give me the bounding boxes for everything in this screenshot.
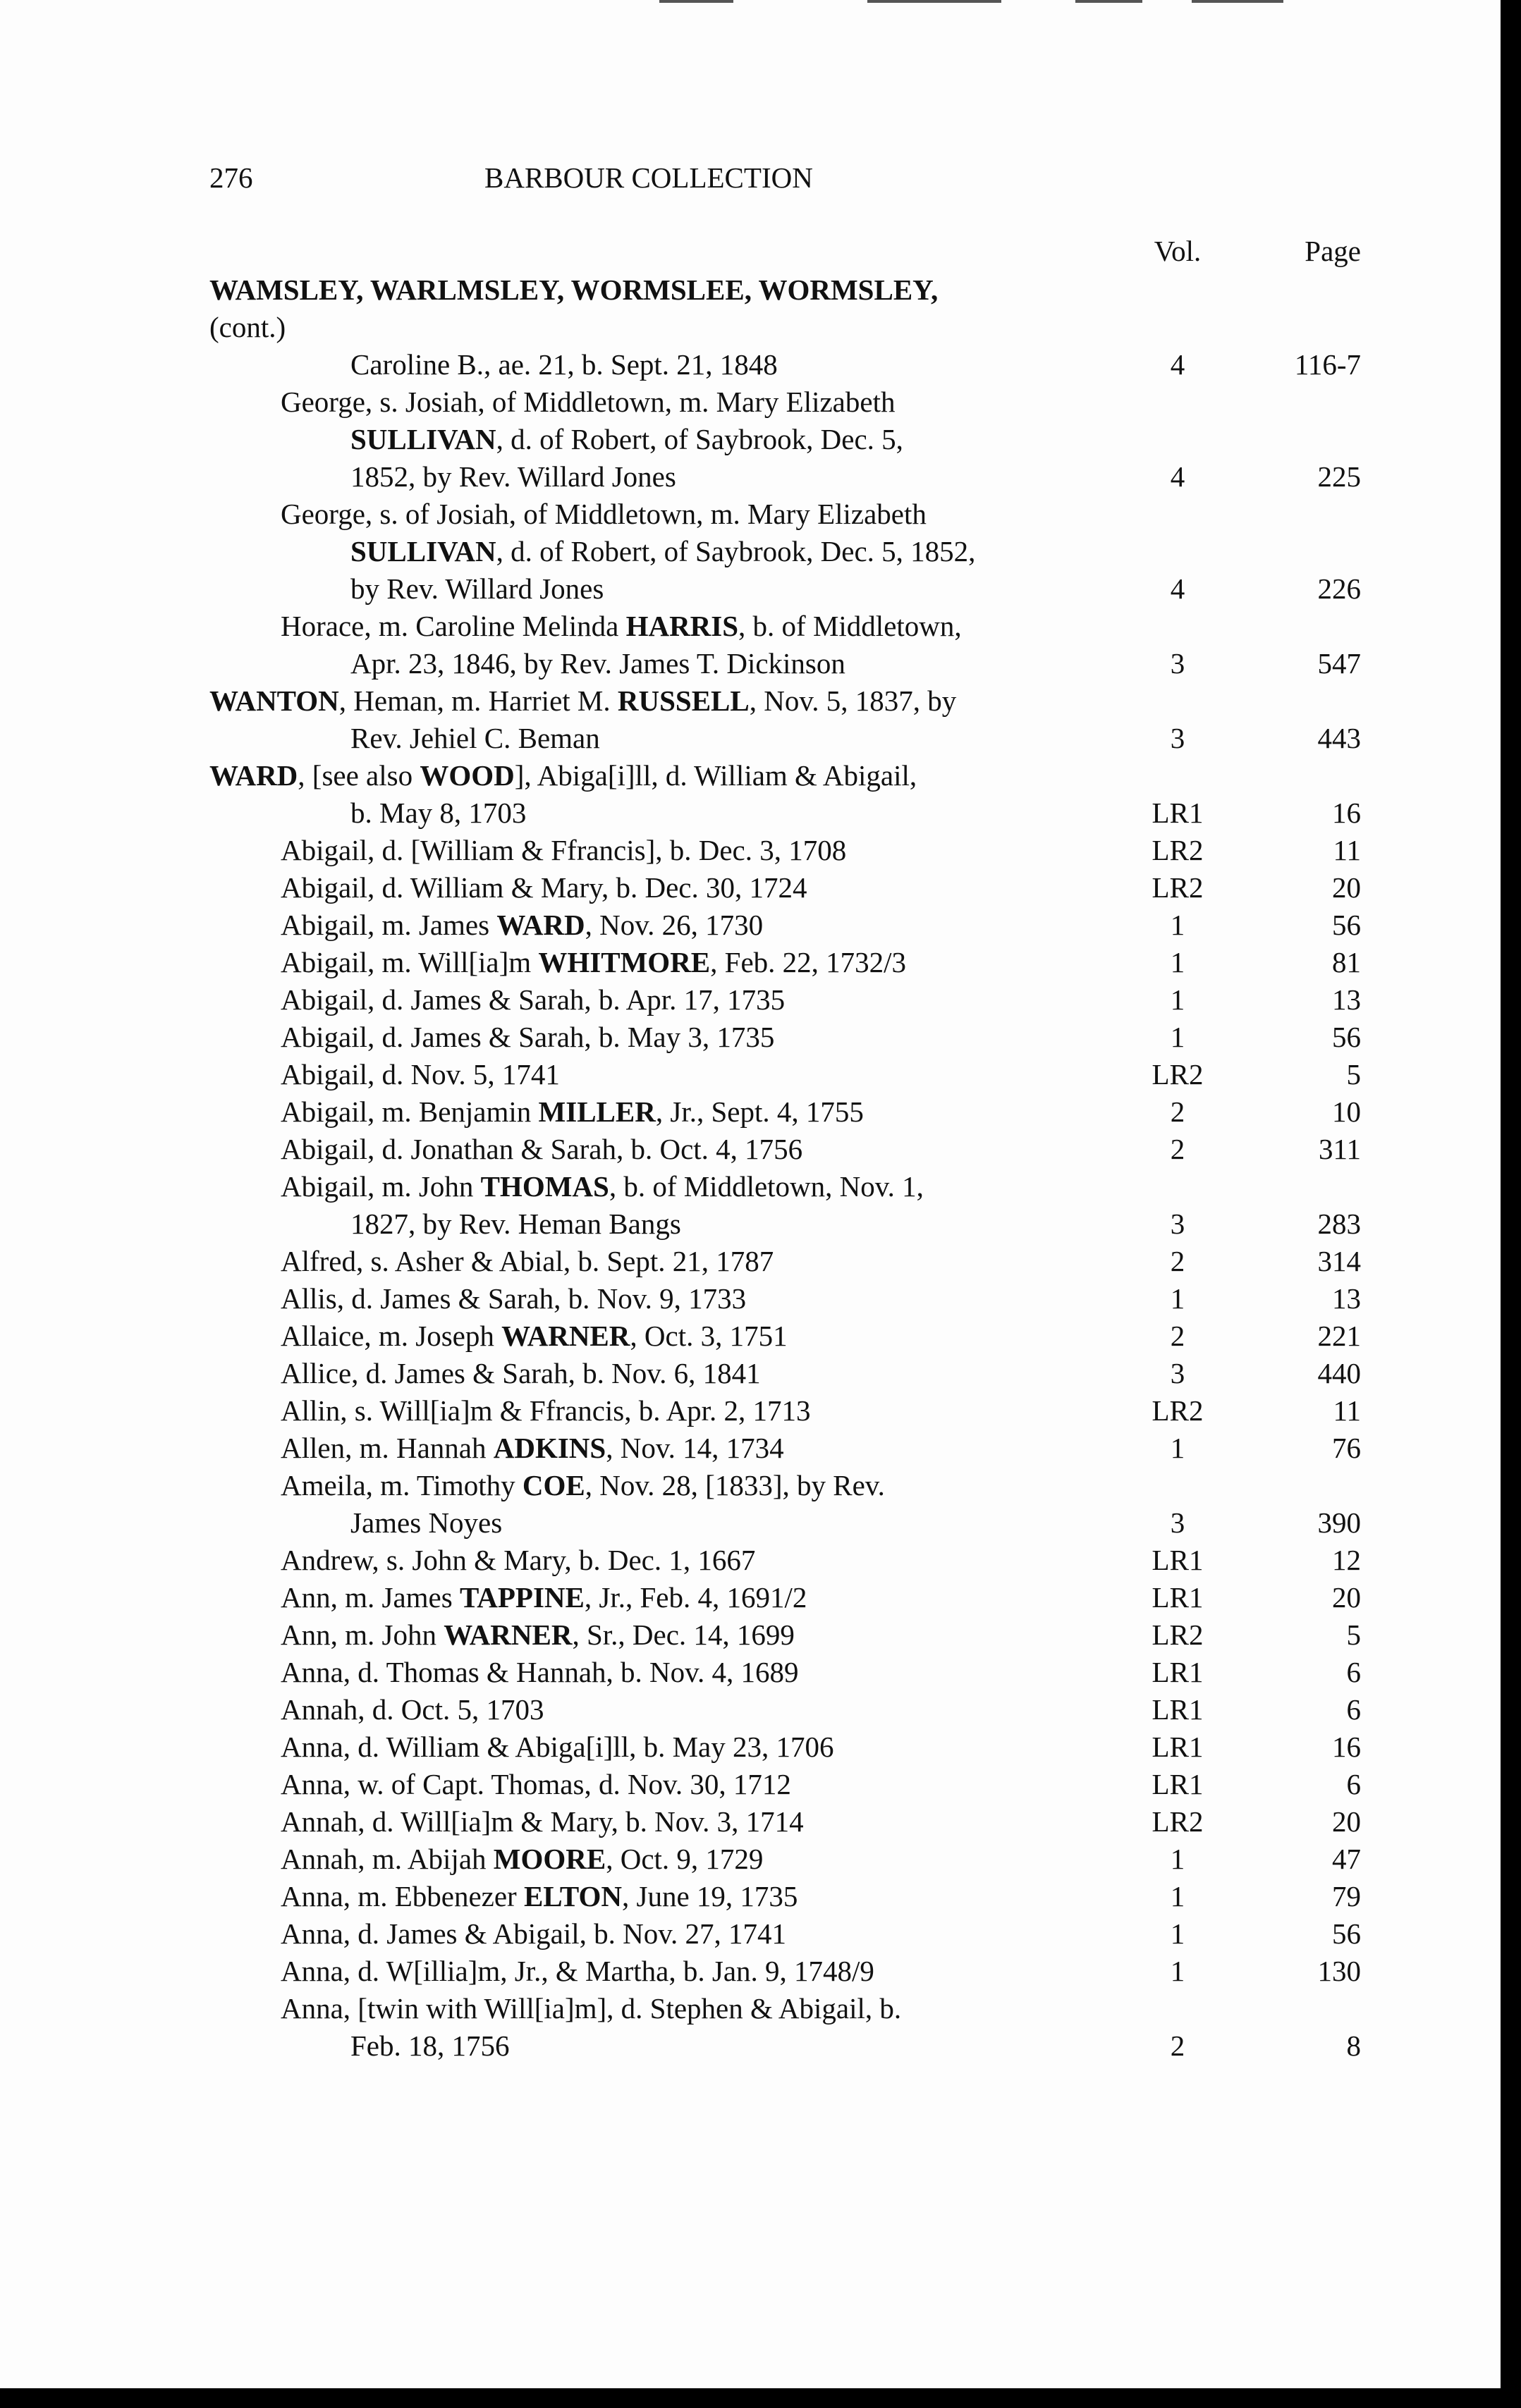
record-line <box>0 907 1030 944</box>
surname: WAMSLEY, WARLMSLEY, WORMSLEE, WORMSLEY, <box>209 274 939 306</box>
record-text <box>0 682 1030 757</box>
volume-value: LR1 <box>1152 1581 1204 1614</box>
page-value: 440 <box>1317 1357 1361 1389</box>
record-line <box>0 1430 1030 1467</box>
record-text <box>0 383 1030 496</box>
record-entry <box>0 1654 1501 1691</box>
record-line <box>0 1542 1030 1579</box>
volume-value: 3 <box>1170 1506 1185 1539</box>
record-text <box>0 1280 1030 1317</box>
record-entry <box>0 757 1501 832</box>
record-entry <box>0 1392 1501 1430</box>
record-text <box>0 1878 1030 1915</box>
record-line <box>0 944 1030 981</box>
page-value: 5 <box>1346 1618 1361 1651</box>
volume-value: 1 <box>1170 1432 1185 1464</box>
page-value: 226 <box>1317 572 1361 605</box>
page-value: 6 <box>1346 1768 1361 1800</box>
page-value: 10 <box>1332 1095 1361 1128</box>
record-text-segment: Abigail, d. Nov. 5, 1741 <box>281 1058 560 1091</box>
record-text <box>0 1803 1030 1841</box>
record-text-segment: Abigail, m. James <box>281 909 497 941</box>
record-text-segment: , Feb. 22, 1732/3 <box>710 946 907 978</box>
record-text-segment: Anna, [twin with Will[ia]m], d. Stephen & Abigail, b. <box>281 1992 902 2025</box>
record-text <box>0 1392 1030 1430</box>
record-entry <box>0 1056 1501 1093</box>
record-entry <box>0 1953 1501 1990</box>
page-value: 81 <box>1332 946 1361 978</box>
page-value: 20 <box>1332 1805 1361 1838</box>
record-entry <box>0 1430 1501 1467</box>
record-text-segment: , Jr., Sept. 4, 1755 <box>655 1095 864 1128</box>
record-entry <box>0 1728 1501 1766</box>
record-line <box>0 1056 1030 1093</box>
record-entry <box>0 1878 1501 1915</box>
record-line <box>0 757 1030 794</box>
record-text-segment: Anna, d. Thomas & Hannah, b. Nov. 4, 1689 <box>281 1656 799 1688</box>
record-line <box>0 2027 1030 2065</box>
record-text-segment: ], Abiga[i]ll, d. William & Abigail, <box>514 759 917 792</box>
record-entry <box>0 346 1501 383</box>
record-line <box>0 1467 1030 1504</box>
record-text-segment: , Heman, m. Harriet M. <box>338 684 618 717</box>
volume-value: 2 <box>1170 2029 1185 2062</box>
record-text-segment: , d. of Robert, of Saybrook, Dec. 5, <box>496 423 903 455</box>
volume-value: LR2 <box>1152 1394 1204 1427</box>
record-text <box>0 869 1030 907</box>
record-text-segment: Allin, s. Will[ia]m & Ffrancis, b. Apr. 2, 1713 <box>281 1394 811 1427</box>
record-text-segment: , d. of Robert, of Saybrook, Dec. 5, 1852, <box>496 535 976 567</box>
page-value: 56 <box>1332 1917 1361 1950</box>
volume-value: LR1 <box>1152 1731 1204 1763</box>
page-value: 547 <box>1317 647 1361 680</box>
record-text <box>0 1616 1030 1654</box>
record-line <box>0 832 1030 869</box>
volume-value: 4 <box>1170 572 1185 605</box>
record-text <box>0 1953 1030 1990</box>
page-value: 6 <box>1346 1693 1361 1726</box>
record-text-segment: Abigail, d. James & Sarah, b. May 3, 1735 <box>281 1021 775 1053</box>
record-text <box>0 1654 1030 1691</box>
record-text-segment: Annah, d. Oct. 5, 1703 <box>281 1693 544 1726</box>
record-entry <box>0 1766 1501 1803</box>
page-value: 12 <box>1332 1544 1361 1576</box>
page-value: 56 <box>1332 1021 1361 1053</box>
record-text-segment: James Noyes <box>350 1506 503 1539</box>
record-text-segment: Alfred, s. Asher & Abial, b. Sept. 21, 1787 <box>281 1245 774 1277</box>
volume-value: 3 <box>1170 1357 1185 1389</box>
page-value: 225 <box>1317 460 1361 493</box>
page-value: 16 <box>1332 1731 1361 1763</box>
record-text <box>0 1841 1030 1878</box>
record-entry <box>0 1915 1501 1953</box>
volume-value: LR1 <box>1152 1768 1204 1800</box>
page-value: 390 <box>1317 1506 1361 1539</box>
record-entry <box>0 383 1501 496</box>
record-text-segment: Caroline B., ae. 21, b. Sept. 21, 1848 <box>350 348 778 381</box>
record-line <box>0 1766 1030 1803</box>
record-text-segment: Anna, d. W[illia]m, Jr., & Martha, b. Jan. 9, 1748/9 <box>281 1955 874 1987</box>
record-text-segment: Anna, d. James & Abigail, b. Nov. 27, 1741 <box>281 1917 787 1950</box>
volume-value: 2 <box>1170 1320 1185 1352</box>
record-text <box>0 944 1030 981</box>
record-line <box>0 720 1030 757</box>
record-text-segment: Ann, m. James <box>281 1581 460 1614</box>
volume-value: 1 <box>1170 1880 1185 1912</box>
volume-value: LR1 <box>1152 1656 1204 1688</box>
surname: RUSSELL <box>617 684 750 717</box>
surname: WARNER <box>444 1618 573 1651</box>
record-text-segment: Abigail, m. Benjamin <box>281 1095 539 1128</box>
surname: WOOD <box>420 759 515 792</box>
record-line <box>0 1280 1030 1317</box>
record-text-segment: Ameila, m. Timothy <box>281 1469 523 1501</box>
record-line <box>0 1205 1030 1243</box>
page-value: 76 <box>1332 1432 1361 1464</box>
record-text <box>0 757 1030 832</box>
record-text-segment: Andrew, s. John & Mary, b. Dec. 1, 1667 <box>281 1544 756 1576</box>
surname: SULLIVAN <box>350 423 496 455</box>
record-line <box>0 1728 1030 1766</box>
record-text-segment: , Nov. 5, 1837, by <box>749 684 957 717</box>
record-text-segment: 1827, by Rev. Heman Bangs <box>350 1208 681 1240</box>
record-text <box>0 1542 1030 1579</box>
record-text-segment: Anna, w. of Capt. Thomas, d. Nov. 30, 1712 <box>281 1768 791 1800</box>
record-text-segment: , b. of Middletown, Nov. 1, <box>609 1170 924 1203</box>
volume-value: 2 <box>1170 1133 1185 1165</box>
record-text-segment: , Oct. 3, 1751 <box>630 1320 788 1352</box>
page-value: 221 <box>1317 1320 1361 1352</box>
record-text-segment: , Jr., Feb. 4, 1691/2 <box>584 1581 807 1614</box>
record-entry <box>0 1131 1501 1168</box>
record-text <box>0 981 1030 1019</box>
surname: ELTON <box>523 1880 622 1912</box>
record-text <box>0 1131 1030 1168</box>
surname: WARD <box>209 759 298 792</box>
record-text <box>0 1430 1030 1467</box>
volume-value: LR2 <box>1152 871 1204 904</box>
record-line <box>0 1990 1030 2027</box>
record-text <box>0 1093 1030 1131</box>
volume-value: 1 <box>1170 1843 1185 1875</box>
record-line <box>0 1915 1030 1953</box>
record-text <box>0 1355 1030 1392</box>
record-line <box>0 682 1030 720</box>
page-value: 311 <box>1319 1133 1361 1165</box>
surname: TAPPINE <box>459 1581 585 1614</box>
record-entry <box>0 1579 1501 1616</box>
page-value: 5 <box>1346 1058 1361 1091</box>
record-line <box>0 1355 1030 1392</box>
record-entry <box>0 271 1501 346</box>
record-text <box>0 1766 1030 1803</box>
record-entry <box>0 1542 1501 1579</box>
record-entry <box>0 1243 1501 1280</box>
surname: MILLER <box>538 1095 656 1128</box>
volume-value: LR2 <box>1152 1058 1204 1091</box>
record-text <box>0 496 1030 608</box>
volume-value: 1 <box>1170 1021 1185 1053</box>
volume-value: 4 <box>1170 460 1185 493</box>
page-number: 276 <box>209 161 253 194</box>
page-value: 56 <box>1332 909 1361 941</box>
record-text-segment: , Oct. 9, 1729 <box>606 1843 764 1875</box>
column-header-vol: Vol. <box>1154 235 1202 267</box>
page-value: 47 <box>1332 1843 1361 1875</box>
page-value: 8 <box>1346 2029 1361 2062</box>
record-entry <box>0 1317 1501 1355</box>
volume-value: 2 <box>1170 1095 1185 1128</box>
record-line <box>0 1953 1030 1990</box>
record-text-segment: (cont.) <box>209 311 286 343</box>
record-text-segment: , June 19, 1735 <box>621 1880 798 1912</box>
record-text-segment: Allen, m. Hannah <box>281 1432 494 1464</box>
record-text <box>0 1579 1030 1616</box>
volume-value: 1 <box>1170 946 1185 978</box>
surname: WARD <box>496 909 585 941</box>
surname: WHITMORE <box>538 946 711 978</box>
record-entry <box>0 1280 1501 1317</box>
record-text-segment: , b. of Middletown, <box>738 610 962 642</box>
record-line <box>0 794 1030 832</box>
volume-value: LR1 <box>1152 1693 1204 1726</box>
record-text-segment: Annah, d. Will[ia]m & Mary, b. Nov. 3, 1714 <box>281 1805 804 1838</box>
record-entry <box>0 496 1501 608</box>
volume-value: 1 <box>1170 909 1185 941</box>
page-value: 314 <box>1317 1245 1361 1277</box>
page-value: 11 <box>1333 1394 1361 1427</box>
volume-value: LR2 <box>1152 1618 1204 1651</box>
page-value: 16 <box>1332 797 1361 829</box>
record-text <box>0 832 1030 869</box>
record-text-segment: Abigail, m. John <box>281 1170 481 1203</box>
record-text-segment: Apr. 23, 1846, by Rev. James T. Dickinson <box>350 647 845 680</box>
record-text <box>0 1990 1030 2065</box>
surname: HARRIS <box>625 610 739 642</box>
surname: WANTON <box>209 684 339 717</box>
volume-value: 4 <box>1170 348 1185 381</box>
record-line <box>0 496 1030 533</box>
page-value: 130 <box>1317 1955 1361 1987</box>
record-text-segment: Abigail, d. James & Sarah, b. Apr. 17, 1735 <box>281 983 786 1016</box>
surname: ADKINS <box>493 1432 606 1464</box>
record-line <box>0 346 1030 383</box>
record-text <box>0 608 1030 682</box>
record-text-segment: Ann, m. John <box>281 1618 444 1651</box>
record-line <box>0 1841 1030 1878</box>
record-text <box>0 1915 1030 1953</box>
record-text <box>0 1168 1030 1243</box>
record-text-segment: , Nov. 14, 1734 <box>606 1432 784 1464</box>
record-text <box>0 346 1030 383</box>
volume-value: 1 <box>1170 1282 1185 1315</box>
volume-value: 2 <box>1170 1245 1185 1277</box>
surname: SULLIVAN <box>350 535 496 567</box>
column-header-page: Page <box>1305 235 1361 267</box>
page-value: 20 <box>1332 1581 1361 1614</box>
record-text-segment: Rev. Jehiel C. Beman <box>350 722 600 754</box>
record-line <box>0 1168 1030 1205</box>
record-line <box>0 1243 1030 1280</box>
volume-value: 3 <box>1170 722 1185 754</box>
volume-value: 3 <box>1170 1208 1185 1240</box>
record-line <box>0 1019 1030 1056</box>
page-value: 11 <box>1333 834 1361 866</box>
page-value: 116-7 <box>1294 348 1361 381</box>
record-line <box>0 1803 1030 1841</box>
record-text-segment: , Nov. 28, [1833], by Rev. <box>585 1469 885 1501</box>
record-line <box>0 383 1030 421</box>
volume-value: 1 <box>1170 983 1185 1016</box>
record-text <box>0 271 1030 346</box>
record-text-segment: Allis, d. James & Sarah, b. Nov. 9, 1733 <box>281 1282 747 1315</box>
record-text <box>0 1317 1030 1355</box>
record-text-segment: Abigail, d. [William & Ffrancis], b. Dec. 3, 1708 <box>281 834 847 866</box>
record-text-segment: Abigail, d. Jonathan & Sarah, b. Oct. 4, 1756 <box>281 1133 803 1165</box>
record-text-segment: Anna, m. Ebbenezer <box>281 1880 524 1912</box>
record-text-segment: Allaice, m. Joseph <box>281 1320 502 1352</box>
record-entry <box>0 1168 1501 1243</box>
record-text-segment: George, s. Josiah, of Middletown, m. Mary Elizabeth <box>281 386 896 418</box>
record-text <box>0 1467 1030 1542</box>
record-entry <box>0 869 1501 907</box>
record-text-segment: , Nov. 26, 1730 <box>585 909 764 941</box>
record-entry <box>0 944 1501 981</box>
record-text <box>0 907 1030 944</box>
volume-value: 1 <box>1170 1917 1185 1950</box>
volume-value: LR1 <box>1152 1544 1204 1576</box>
record-line <box>0 570 1030 608</box>
record-text-segment: Annah, m. Abijah <box>281 1843 494 1875</box>
record-text-segment: Allice, d. James & Sarah, b. Nov. 6, 1841 <box>281 1357 761 1389</box>
record-text-segment: , [see also <box>298 759 420 792</box>
record-line <box>0 271 1030 309</box>
volume-value: LR2 <box>1152 834 1204 866</box>
page-value: 283 <box>1317 1208 1361 1240</box>
record-text <box>0 1243 1030 1280</box>
record-entry <box>0 1019 1501 1056</box>
record-entry <box>0 1841 1501 1878</box>
record-line <box>0 458 1030 496</box>
record-entry <box>0 1691 1501 1728</box>
volume-value: 3 <box>1170 647 1185 680</box>
record-entry <box>0 1616 1501 1654</box>
record-text-segment: Anna, d. William & Abiga[i]ll, b. May 23, 1706 <box>281 1731 834 1763</box>
record-line <box>0 1654 1030 1691</box>
record-entry <box>0 608 1501 682</box>
record-line <box>0 1878 1030 1915</box>
record-text-segment: Feb. 18, 1756 <box>350 2029 510 2062</box>
running-title: BARBOUR COLLECTION <box>484 161 813 194</box>
surname: MOORE <box>493 1843 606 1875</box>
page-value: 79 <box>1332 1880 1361 1912</box>
record-entry <box>0 682 1501 757</box>
page-value: 13 <box>1332 1282 1361 1315</box>
record-text <box>0 1728 1030 1766</box>
record-text <box>0 1691 1030 1728</box>
record-entry <box>0 1093 1501 1131</box>
record-line <box>0 1504 1030 1542</box>
record-line <box>0 981 1030 1019</box>
record-text-segment: 1852, by Rev. Willard Jones <box>350 460 676 493</box>
record-line <box>0 645 1030 682</box>
record-line <box>0 1317 1030 1355</box>
record-text-segment: Abigail, d. William & Mary, b. Dec. 30, 1724 <box>281 871 807 904</box>
volume-value: LR1 <box>1152 797 1204 829</box>
record-text-segment: George, s. of Josiah, of Middletown, m. Mary Elizabeth <box>281 498 927 530</box>
record-text-segment: b. May 8, 1703 <box>350 797 527 829</box>
surname: WARNER <box>501 1320 630 1352</box>
record-entry <box>0 1803 1501 1841</box>
page-value: 6 <box>1346 1656 1361 1688</box>
record-line <box>0 309 1030 346</box>
record-line <box>0 608 1030 645</box>
record-entry <box>0 907 1501 944</box>
record-entry <box>0 832 1501 869</box>
record-text <box>0 1056 1030 1093</box>
record-line <box>0 869 1030 907</box>
record-text-segment: Abigail, m. Will[ia]m <box>281 946 539 978</box>
page-value: 13 <box>1332 983 1361 1016</box>
record-text-segment: , Sr., Dec. 14, 1699 <box>572 1618 795 1651</box>
record-list <box>0 271 1501 2065</box>
record-text <box>0 1019 1030 1056</box>
record-line <box>0 421 1030 458</box>
page-value: 443 <box>1317 722 1361 754</box>
record-line <box>0 1131 1030 1168</box>
surname: COE <box>522 1469 585 1501</box>
record-entry <box>0 981 1501 1019</box>
record-text-segment: by Rev. Willard Jones <box>350 572 604 605</box>
record-entry <box>0 1355 1501 1392</box>
volume-value: 1 <box>1170 1955 1185 1987</box>
record-line <box>0 1392 1030 1430</box>
record-line <box>0 533 1030 570</box>
record-line <box>0 1093 1030 1131</box>
record-line <box>0 1616 1030 1654</box>
surname: THOMAS <box>480 1170 609 1203</box>
record-text-segment: Horace, m. Caroline Melinda <box>281 610 626 642</box>
record-line <box>0 1579 1030 1616</box>
record-entry <box>0 1990 1501 2065</box>
page-value: 20 <box>1332 871 1361 904</box>
record-entry <box>0 1467 1501 1542</box>
volume-value: LR2 <box>1152 1805 1204 1838</box>
record-line <box>0 1691 1030 1728</box>
